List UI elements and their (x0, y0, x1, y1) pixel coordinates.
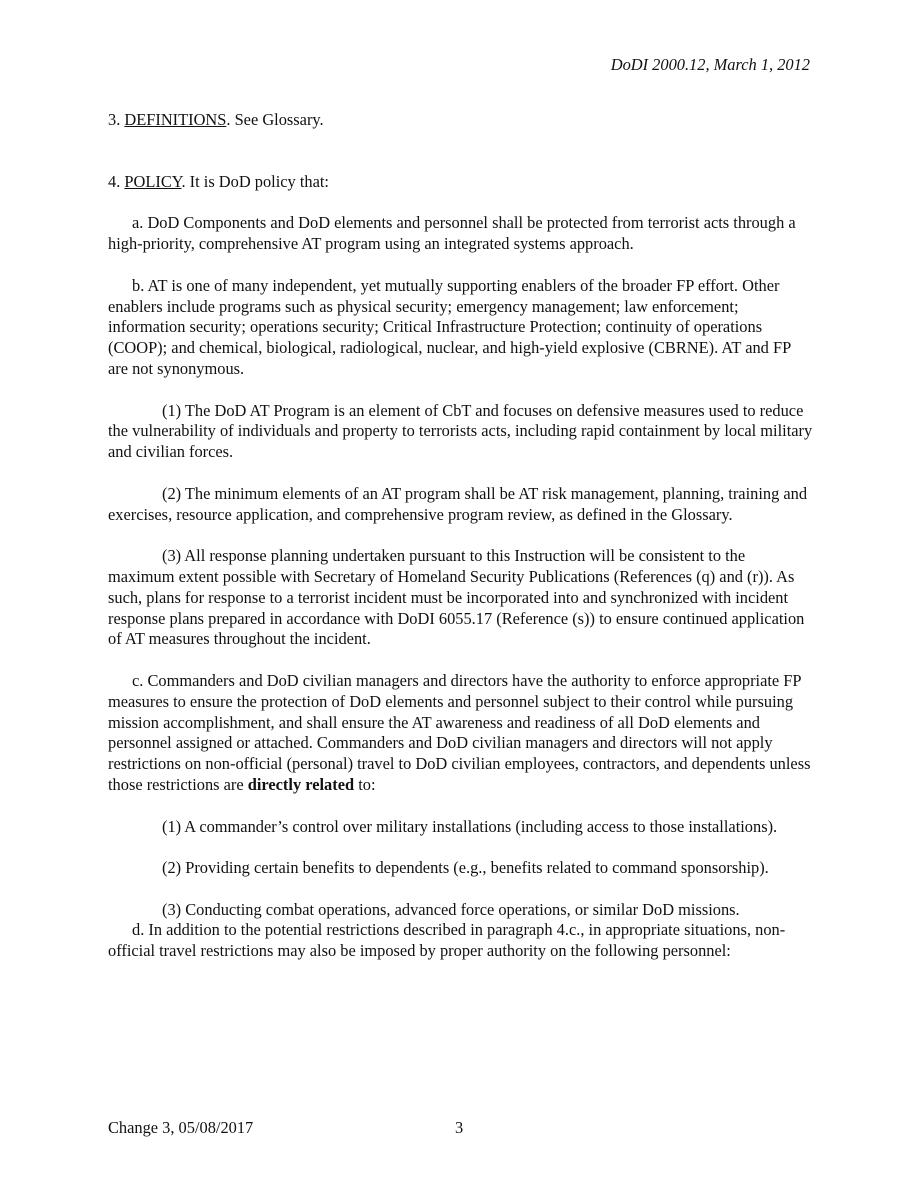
document-body (108, 110, 814, 962)
section-4-policy (108, 172, 814, 193)
paragraph-4c3: (3) Conducting combat operations, advanced force operations, or similar DoD missions. (162, 899, 740, 919)
section-text: . It is DoD policy that: (181, 171, 329, 191)
paragraph-4c2: (2) Providing certain benefits to dependents (e.g., benefits related to command sponsorship). (162, 858, 769, 878)
paragraph-4c (108, 671, 814, 796)
paragraph-4b: b. AT is one of many independent, yet mutually supporting enablers of the broader FP effort. Other enablers include programs such as physical security; emergency management; law enforcement; information security; operations security; Critical Infrastructure Protection; continuity of operations (COOP); and chemical, biological, radiological, nuclear, and high-yield explosive (CBRNE). AT and FP are not synonymous. (108, 275, 791, 378)
section-text: . See Glossary. (226, 110, 324, 129)
paragraph-4b1: (1) The DoD AT Program is an element of CbT and focuses on defensive measures used to reduce the vulnerability of individuals and property to terrorists acts, including rapid containment by local military and civilian forces. (108, 400, 813, 462)
paragraph-4c-end: to: (354, 774, 376, 794)
paragraph-4a: a. DoD Components and DoD elements and personnel shall be protected from terrorist acts through a high-priority, comprehensive AT program using an integrated systems approach. (108, 213, 796, 254)
section-heading: POLICY (124, 171, 182, 191)
section-3-definitions (108, 110, 814, 131)
paragraph-4c1: (1) A commander’s control over military installations (including access to those installations). (162, 816, 778, 836)
section-number: 4. (108, 171, 125, 191)
paragraph-4b3: (3) All response planning undertaken pursuant to this Instruction will be consistent to the maximum extent possible with Secretary of Homeland Security Publications (References (q) and (r)). As such, plans for response to a terrorist incident must be incorporated into and synchronized with incident response plans prepared in accordance with DoDI 6055.17 (Reference (s)) to ensure continued application of AT measures throughout the incident. (108, 546, 805, 649)
document-header: DoDI 2000.12, March 1, 2012 (610, 55, 810, 74)
paragraph-4b2: (2) The minimum elements of an AT program shall be AT risk management, planning, training and exercises, resource application, and comprehensive program review, as defined in the Glossary. (108, 483, 808, 524)
paragraph-4c-bold: directly related (247, 774, 355, 794)
section-heading: DEFINITIONS (124, 110, 227, 129)
paragraph-4d: d. In addition to the potential restrictions described in paragraph 4.c., in appropriate situations, non-official travel restrictions may also be imposed by proper authority on the following personnel: (108, 920, 786, 961)
section-number: 3. (108, 110, 125, 129)
paragraph-4c-text: c. Commanders and DoD civilian managers and directors have the authority to enforce appropriate FP measures to ensure the protection of DoD elements and personnel subject to their control while pursuing mission accomplishment, and shall ensure the AT awareness and readiness of all DoD elements and personnel assigned or attached. Commanders and DoD civilian managers and directors will not apply restrictions on non-official (personal) travel to DoD civilian employees, contractors, and dependents unless those restrictions are (108, 670, 811, 794)
page-number: 3 (455, 1118, 464, 1137)
change-notice: Change 3, 05/08/2017 (108, 1118, 254, 1137)
